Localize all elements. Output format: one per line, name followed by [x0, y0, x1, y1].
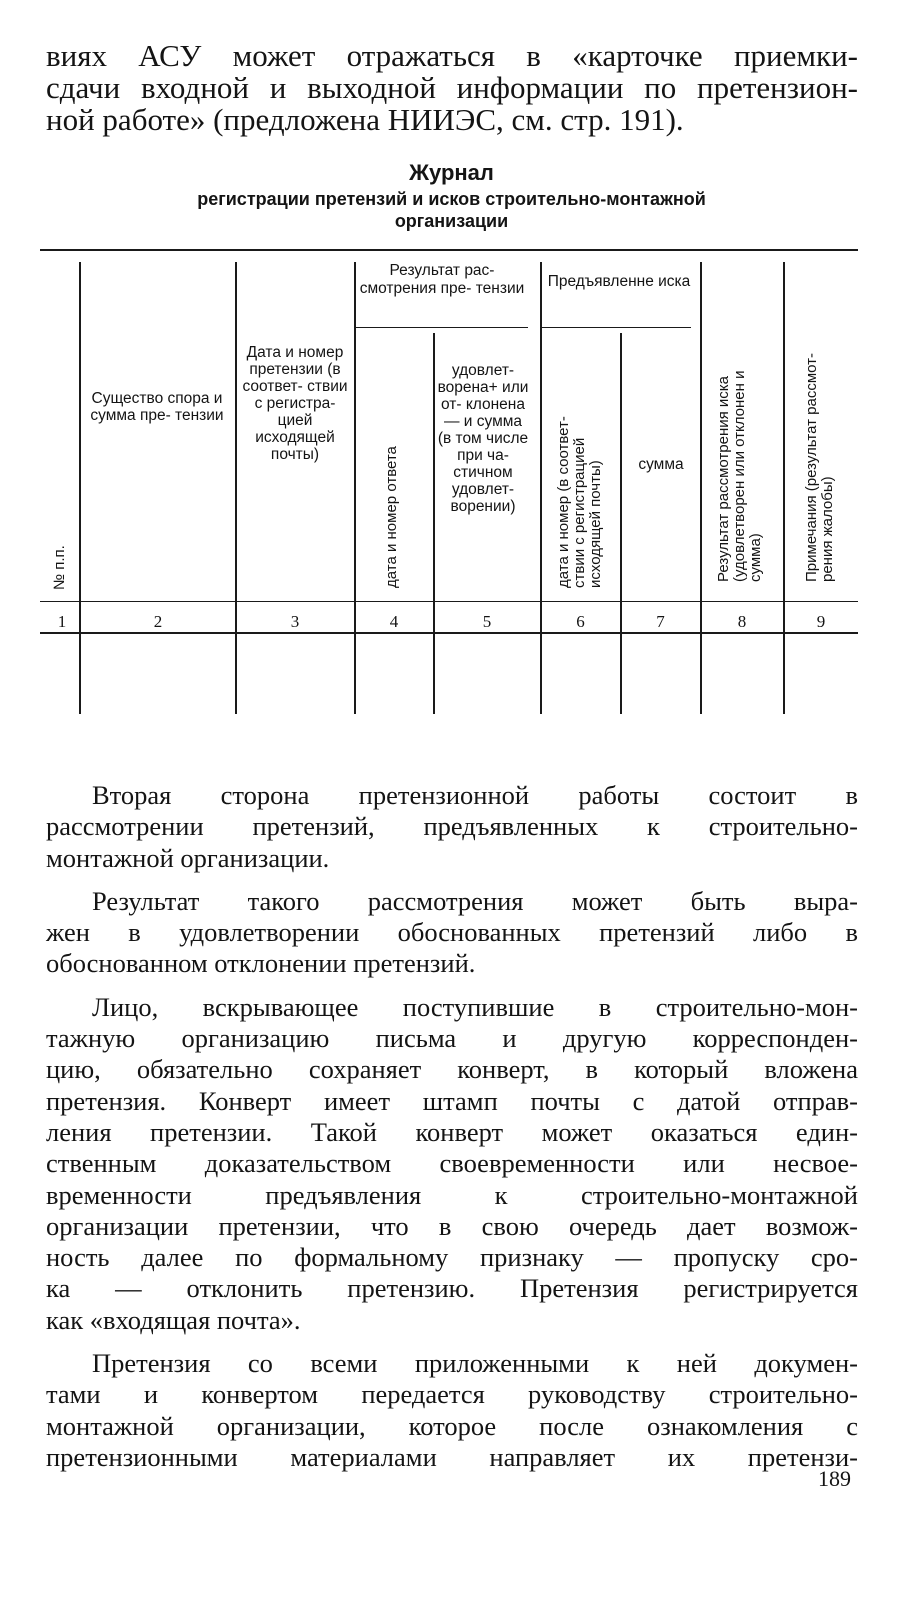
header-col-3: Дата и номер претензии (в соответ- ствии с регистра- цией исходящей почты): [242, 344, 348, 463]
text-line: ления претензии. Такой конверт может оказаться един-: [46, 1116, 858, 1147]
text-line: тажную организацию письма и другую корреспонден-: [46, 1023, 858, 1054]
header-col-6-line: дата и номер (в соответ-: [555, 416, 572, 588]
intro-line: виях АСУ может отражаться в «карточке приемки-: [46, 38, 858, 73]
column-divider: [235, 262, 237, 714]
paragraph: [46, 992, 858, 1336]
header-col-6-line: исходящей почты): [587, 460, 604, 588]
column-number: 7: [656, 612, 665, 631]
table-top-rule: [40, 249, 858, 251]
text-line: Вторая сторона претензионной работы состоит в: [92, 780, 858, 810]
numbers-bottom-rule: [40, 632, 858, 634]
body-text: [46, 780, 858, 1485]
text-line: тами и конвертом передается руководству строительно-: [46, 1379, 858, 1410]
text-line: как «входящая почта».: [46, 1304, 301, 1335]
text-line: обоснованном отклонении претензий.: [46, 948, 476, 979]
column-divider: [433, 333, 435, 714]
column-divider: [354, 262, 356, 714]
header-col-8-line: Результат рассмотрения иска: [715, 375, 732, 582]
header-group-4-5: Результат рас- смотрения пре- тензии: [359, 262, 525, 297]
column-number: 5: [482, 612, 492, 631]
column-number: 2: [153, 612, 163, 631]
column-number: 9: [816, 612, 826, 631]
text-line: претензия. Конверт имеет штамп почты с датой отправ-: [46, 1085, 858, 1116]
text-line: Результат такого рассмотрения может быть выра-: [92, 885, 858, 916]
text-line: цию, обязательно сохраняет конверт, в который вложена: [46, 1054, 858, 1085]
header-col-8: [716, 371, 764, 582]
intro-line: ной работе» (предложена НИИЭС, см. стр. 191).: [46, 102, 684, 137]
column-number: 8: [737, 612, 747, 631]
text-line: жен в удовлетворении обоснованных претензий либо в: [46, 917, 858, 948]
text-line: организации претензии, что в свою очередь дает возмож-: [46, 1210, 858, 1241]
text-line: Лицо, вскрывающее поступившие в строительно-мон-: [92, 991, 858, 1022]
header-bottom-rule: [40, 601, 858, 602]
column-number: 4: [389, 612, 399, 631]
text-line: рассмотрении претензий, предъявленных к строительно-: [46, 811, 858, 842]
header-col-6-line: ствии с регистрацией: [571, 437, 588, 588]
intro-paragraph: [46, 40, 858, 136]
group-rule-6-7: [541, 327, 691, 328]
header-col-9-line: рения жалобы): [819, 476, 836, 582]
column-divider: [79, 262, 81, 714]
intro-line: сдачи входной и выходной информации по претензион-: [46, 70, 858, 105]
text-line: ность далее по формальному признаку — пропуску сро-: [46, 1242, 858, 1273]
column-divider: [783, 262, 785, 714]
paragraph: [46, 780, 858, 874]
text-line: монтажной организации, которое после ознакомления с: [46, 1410, 858, 1441]
header-col-4: дата и номер ответа: [383, 446, 400, 588]
text-line: временности предъявления к строительно-монтажной: [46, 1179, 858, 1210]
text-line: Претензия со всеми приложенными к ней докумен-: [92, 1348, 858, 1379]
column-divider: [620, 333, 622, 714]
header-col-2: Существо спора и сумма пре- тензии: [90, 390, 224, 424]
text-line: монтажной организации.: [46, 842, 330, 873]
group-rule-4-5: [354, 327, 528, 328]
text-line: претензионными материалами направляет их претензи-: [46, 1441, 858, 1472]
column-divider: [700, 262, 702, 714]
page-number: 189: [818, 1466, 851, 1491]
header-col-9: [804, 353, 836, 582]
column-number: 1: [57, 612, 67, 631]
column-number: 3: [290, 612, 300, 631]
column-number: 6: [576, 612, 585, 631]
table-title: Журнал: [409, 160, 494, 185]
header-col-9-line: Примечания (результат рассмот-: [803, 352, 820, 582]
header-col-6: [556, 416, 604, 588]
header-col-7: сумма: [638, 456, 684, 473]
table-subtitle: [0, 188, 903, 232]
text-line: ка — отклонить претензию. Претензия регистрируется: [46, 1273, 858, 1304]
header-col-8-line: (удовлетворен или отклонен и: [731, 370, 748, 582]
text-line: ственным доказательством своевременности или несвое-: [46, 1148, 858, 1179]
table-subtitle-line: организации: [394, 211, 509, 231]
header-col-1: № п.п.: [51, 545, 68, 590]
paragraph: [46, 886, 858, 980]
column-divider: [540, 262, 542, 714]
paragraph: [46, 1348, 858, 1473]
header-group-6-7: Предъявленне иска: [547, 273, 691, 290]
header-col-5: удовлет- ворена+ или от- клонена— и сумма (в том числе при ча- стичном удовлет- ворении): [437, 362, 529, 515]
header-col-8-line: сумма): [747, 533, 764, 582]
table-subtitle-line: регистрации претензий и исков строительно-монтажной: [197, 189, 706, 209]
